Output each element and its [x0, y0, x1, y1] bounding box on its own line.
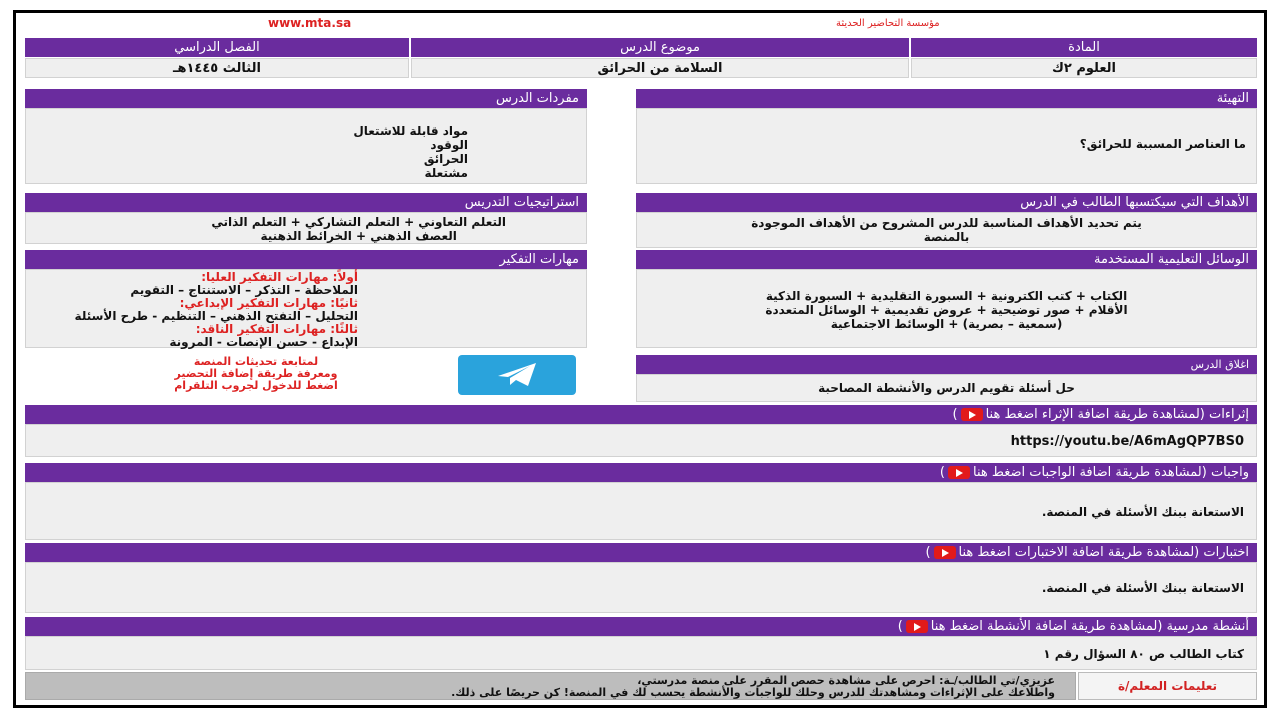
activities-text: كتاب الطالب ص ٨٠ السؤال رقم ١ [1043, 647, 1244, 661]
activities-title: أنشطة مدرسية [1166, 619, 1249, 634]
telegram-icon[interactable] [458, 355, 576, 395]
warmup-header: التهيئة [636, 89, 1257, 108]
org-name: مؤسسة التحاضير الحديثة [836, 18, 940, 29]
tests-text: الاستعانة ببنك الأسئلة في المنصة. [1041, 581, 1244, 595]
enrichment-howto-link[interactable]: (لمشاهدة طريقة اضافة الإثراء اضغط هنا) [952, 407, 1205, 422]
youtube-icon[interactable] [961, 408, 983, 421]
tests-header [25, 543, 1257, 562]
lesson-plan-sheet [13, 10, 1267, 708]
subject-value: العلوم ٢ك [911, 58, 1257, 78]
vocab-item: الحرائق [423, 152, 468, 166]
tools-header: الوسائل التعليمية المستخدمة [636, 250, 1257, 269]
strategies-header: استراتيجيات التدريس [25, 193, 587, 212]
strategies-body [25, 212, 587, 244]
homework-header [25, 463, 1257, 482]
telegram-plane-icon [458, 355, 576, 395]
tests-title: اختبارات [1203, 545, 1249, 560]
activities-howto-link[interactable]: (لمشاهدة طريقة اضافة الأنشطة اضغط هنا) [897, 619, 1163, 634]
enrichment-url[interactable]: https://youtu.be/A6mAgQP7BS0 [1010, 434, 1244, 449]
youtube-icon[interactable] [934, 546, 956, 559]
youtube-icon[interactable] [906, 620, 928, 633]
enrichment-body [25, 424, 1257, 457]
closing-body [636, 374, 1257, 402]
teacher-line: عزيزي/تي الطالب/ـة: احرص على مشاهدة حصص المقرر على منصة مدرستي، [637, 674, 1055, 687]
vocab-item: مواد قابلة للاشتعال [353, 124, 468, 138]
thinking-heading: أولاً: مهارات التفكير العليا: [201, 270, 358, 284]
warmup-body [636, 108, 1257, 184]
strategies-line: التعلم التعاوني + التعلم التشاركي + التعلم الذاتي [211, 215, 506, 229]
warmup-text: ما العناصر المسببة للحرائق؟ [1079, 137, 1246, 151]
closing-header: اغلاق الدرس [636, 355, 1257, 374]
goals-line: يتم تحديد الأهداف المناسبة للدرس المشروح من الأهداف الموجودة [751, 216, 1142, 230]
teacher-note [25, 672, 1076, 700]
thinking-text: التحليل – التفتح الذهني – التنظيم - طرح الأسئلة [74, 309, 358, 323]
tools-line: الكتاب + كتب الكترونية + السبورة التقليدية + السبورة الذكية [765, 289, 1128, 303]
vocab-header: مفردات الدرس [25, 89, 587, 108]
telegram-line: اضغط للدخول لجروب التلقرام [174, 379, 338, 392]
youtube-icon[interactable] [948, 466, 970, 479]
semester-value: الثالث ١٤٤٥هـ [25, 58, 409, 78]
homework-text: الاستعانة ببنك الأسئلة في المنصة. [1041, 505, 1244, 519]
tests-body [25, 562, 1257, 613]
thinking-header: مهارات التفكير [25, 250, 587, 269]
tools-body [636, 269, 1257, 348]
activities-body [25, 636, 1257, 670]
goals-header: الأهداف التي سيكتسبها الطالب في الدرس [636, 193, 1257, 212]
telegram-line: ومعرفة طريقة إضافة التحضير [174, 367, 338, 380]
vocab-body [25, 108, 587, 184]
enrichment-title: إثراءات [1209, 407, 1249, 422]
homework-howto-link[interactable]: (لمشاهدة طريقة اضافة الواجبات اضغط هنا) [939, 465, 1207, 480]
telegram-line: لمتابعة تحديثات المنصة [193, 355, 319, 368]
vocab-item: الوقود [430, 138, 468, 152]
telegram-promo[interactable] [126, 356, 386, 392]
strategies-line: العصف الذهني + الخرائط الذهنية [260, 229, 457, 243]
activities-header [25, 617, 1257, 636]
enrichment-header [25, 405, 1257, 424]
teacher-label: تعليمات المعلم/ة [1078, 672, 1257, 700]
thinking-heading: ثالثًا: مهارات التفكير الناقد: [195, 322, 358, 336]
tools-line: الأقلام + صور توضيحية + عروض تقديمية + الوسائل المتعددة [765, 303, 1128, 317]
teacher-line: واطلاعك على الإثراءات ومشاهدتك للدرس وحلك للواجبات والأنشطة يحسب لك في المنصة! كن حريصًا على ذلك. [451, 686, 1055, 699]
closing-text: حل أسئلة تقويم الدرس والأنشطة المصاحبة [818, 381, 1075, 395]
vocab-item: مشتعلة [424, 166, 468, 180]
homework-body [25, 482, 1257, 540]
tests-howto-link[interactable]: (لمشاهدة طريقة اضافة الاختبارات اضغط هنا) [925, 545, 1200, 560]
thinking-text: الإبداع - حسن الإنصات - المرونة [169, 335, 358, 349]
tools-line: (سمعية – بصرية) + الوسائط الاجتماعية [830, 317, 1063, 331]
goals-body [636, 212, 1257, 248]
homework-title: واجبات [1210, 465, 1249, 480]
thinking-heading: ثانيًا: مهارات التفكير الإبداعي: [179, 296, 358, 310]
website-link[interactable]: www.mta.sa [268, 16, 352, 30]
subject-label: المادة [911, 38, 1257, 57]
topic-label: موضوع الدرس [411, 38, 909, 57]
topic-value: السلامة من الحرائق [411, 58, 909, 78]
thinking-body [25, 269, 587, 348]
goals-line: بالمنصة [923, 230, 970, 244]
semester-label: الفصل الدراسي [25, 38, 409, 57]
thinking-text: الملاحظة – التذكر – الاستنتاج – التقويم [130, 283, 358, 297]
